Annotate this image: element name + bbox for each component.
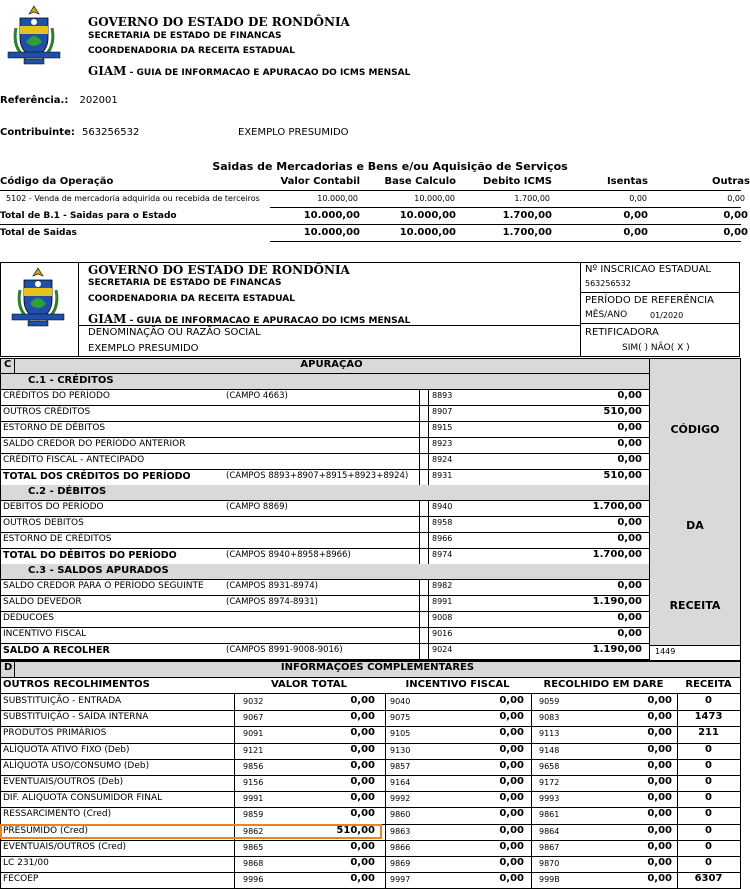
c1-row-code: 8923 (432, 439, 453, 448)
info-row-divider (677, 840, 678, 857)
info-row-label: ALÍQUOTA USO/CONSUMO (Deb) (3, 761, 150, 771)
info-row-divider (531, 807, 532, 824)
c2-row-div1 (419, 548, 420, 564)
c1-row-value: 510,00 (603, 406, 642, 417)
info-row-label: RESSARCIMENTO (Cred) (3, 809, 112, 819)
c1-row-value: 510,00 (603, 470, 642, 481)
info-row-code-dare: 9658 (539, 762, 560, 771)
info-row-label: FECOEP (3, 874, 39, 884)
c3-row-ref: (CAMPOS 8991-9008-9016) (226, 645, 343, 655)
c2-row-div2 (428, 516, 429, 532)
info-row-incentivo: 0,00 (499, 873, 524, 884)
c3-row-code: 9024 (432, 645, 453, 654)
referencia: Referência.: 202001 (0, 95, 118, 106)
c1-row-div2 (428, 437, 429, 453)
info-row-label: LC 231/00 (3, 858, 49, 868)
apuracao-letter: C (4, 359, 12, 370)
saidas-row-desc: 5102 - Venda de mercadoria adquirida ou recebida de terceiros (6, 194, 260, 203)
info-row-incentivo: 0,00 (499, 760, 524, 771)
info-row-divider (234, 807, 235, 824)
info-header-valor: VALOR TOTAL (271, 679, 347, 690)
apuracao-title: APURAÇÃO (300, 359, 363, 370)
saidas-total-b1-valor: 10.000,00 (303, 210, 360, 221)
info-row-code-valor: 9121 (243, 746, 264, 755)
info-row-incentivo: 0,00 (499, 711, 524, 722)
info-row-dare: 0,00 (647, 825, 672, 836)
info-row-receita: 0 (705, 760, 712, 771)
info-row-code-dare: 9059 (539, 697, 560, 706)
info-row-code-dare: 9113 (539, 729, 560, 738)
info-row-code-incentivo: 9992 (390, 794, 411, 803)
c3-row-label: DEDUCOES (3, 613, 54, 623)
info-row-incentivo: 0,00 (499, 825, 524, 836)
info-row-incentivo: 0,00 (499, 776, 524, 787)
saidas-total-b1-label: Total de B.1 - Saidas para o Estado (0, 211, 177, 221)
info-row-incentivo: 0,00 (499, 792, 524, 803)
info-row-code-dare: 9864 (539, 827, 560, 836)
saidas-total-isentas: 0,00 (623, 227, 648, 238)
info-row-divider (385, 694, 386, 711)
info-title: INFORMAÇÕES COMPLEMENTARES (280, 662, 475, 673)
info-row-code-valor: 9859 (243, 810, 264, 819)
info-row-divider (677, 856, 678, 873)
saidas-total-b1-base: 10.000,00 (399, 210, 456, 221)
info-row-code-incentivo: 9869 (390, 859, 411, 868)
info-row-valor: 0,00 (350, 792, 375, 803)
info-row-divider (531, 824, 532, 841)
info-row-code-incentivo: 9040 (390, 697, 411, 706)
c1-row-div2 (428, 405, 429, 421)
retificadora-label: RETIFICADORA (585, 327, 659, 338)
info-row-valor: 510,00 (336, 825, 375, 836)
info-row-label: SUBSTITUIÇÃO - ENTRADA (3, 696, 122, 706)
c3-row-div2 (428, 611, 429, 627)
info-row-code-valor: 9996 (243, 875, 264, 884)
info-row-code-valor: 9091 (243, 729, 264, 738)
presumido-highlight (0, 824, 382, 839)
info-row-incentivo: 0,00 (499, 841, 524, 852)
info-row-divider (677, 824, 678, 841)
info-row-receita: 0 (705, 825, 712, 836)
info-row-code-dare: 9867 (539, 843, 560, 852)
c2-row-code: 8966 (432, 534, 453, 543)
c1-row-code: 8893 (432, 391, 453, 400)
info-row-incentivo: 0,00 (499, 808, 524, 819)
info-row-dare: 0,00 (647, 873, 672, 884)
info-row-divider (234, 840, 235, 857)
info-row-receita: 1473 (694, 711, 723, 722)
info-row-divider (385, 791, 386, 808)
c2-row-div1 (419, 500, 420, 516)
info-row-divider (385, 807, 386, 824)
info-row-divider (385, 710, 386, 727)
info-row-valor: 0,00 (350, 776, 375, 787)
c3-row-line (0, 659, 650, 660)
saidas-total-b1-debito: 1.700,00 (502, 210, 552, 221)
info-row-code-incentivo: 9105 (390, 729, 411, 738)
info-row-code-incentivo: 9997 (390, 875, 411, 884)
c1-row-label: ESTORNO DE DÉBITOS (3, 423, 106, 433)
info-row-code-valor: 9856 (243, 762, 264, 771)
c1-row-div1 (419, 389, 420, 405)
info-row-code-incentivo: 9075 (390, 713, 411, 722)
info-row-divider (385, 743, 386, 760)
giam-title-box: GIAM - GUIA DE INFORMACAO E APURACAO DO ICMS MENSAL (88, 312, 411, 326)
c1-row-label: OUTROS CRÉDITOS (3, 407, 91, 417)
info-row-code-dare: 9861 (539, 810, 560, 819)
info-row-divider (677, 710, 678, 727)
c1-row-value: 0,00 (617, 422, 642, 433)
info-row-incentivo: 0,00 (499, 727, 524, 738)
saidas-row-debito: 1.700,00 (514, 194, 550, 203)
info-row-divider (385, 824, 386, 841)
info-row-divider (385, 872, 386, 889)
c1-row-div1 (419, 453, 420, 469)
c3-row-div2 (428, 595, 429, 611)
info-row-valor: 0,00 (350, 744, 375, 755)
contribuinte: Contribuinte: 563256532 EXEMPLO PRESUMIDO (0, 127, 349, 138)
info-row-receita: 0 (705, 857, 712, 868)
info-row-divider (234, 710, 235, 727)
saidas-header-isentas: Isentas (606, 176, 648, 187)
c1-row-code: 8931 (432, 471, 453, 480)
c3-row-value: 1.190,00 (592, 644, 642, 655)
info-row-label: DIF. ALIQUOTA CONSUMIDOR FINAL (3, 793, 163, 803)
info-row-valor: 0,00 (350, 841, 375, 852)
info-row-divider (385, 759, 386, 776)
c3-row-div2 (428, 627, 429, 643)
info-row-divider (677, 872, 678, 889)
c1-row-ref: (CAMPO 4663) (226, 391, 288, 401)
sec-title: SECRETARIA DE ESTADO DE FINANCAS (88, 31, 282, 41)
state-seal-top (6, 4, 62, 69)
info-row-receita: 0 (705, 695, 712, 706)
info-row-divider (234, 759, 235, 776)
saidas-header-valor: Valor Contabil (280, 176, 360, 187)
c1-row-div2 (428, 453, 429, 469)
info-row-divider (677, 759, 678, 776)
c2-row-div2 (428, 532, 429, 548)
info-row-divider (677, 807, 678, 824)
info-row-receita: 211 (698, 727, 719, 738)
info-row-divider (234, 872, 235, 889)
c2-row-code: 8958 (432, 518, 453, 527)
c2-row-code: 8974 (432, 550, 453, 559)
saidas-total-b1-isentas: 0,00 (623, 210, 648, 221)
c3-row-label: SALDO CREDOR PARA O PERÍODO SEGUINTE (3, 581, 204, 591)
c1-row-ref: (CAMPOS 8893+8907+8915+8923+8924) (226, 471, 409, 481)
info-row-divider (677, 743, 678, 760)
info-row-divider (531, 726, 532, 743)
info-row-valor: 0,00 (350, 760, 375, 771)
c2-row-div2 (428, 548, 429, 564)
info-row-code-incentivo: 9857 (390, 762, 411, 771)
retificadora-value: SIM( ) NÃO( X ) (622, 343, 690, 353)
info-row-divider (385, 775, 386, 792)
saidas-total-debito: 1.700,00 (502, 227, 552, 238)
c3-title: C.3 - SALDOS APURADOS (28, 565, 169, 576)
info-row-divider (234, 694, 235, 711)
info-row-dare: 0,00 (647, 711, 672, 722)
periodo-label: PERÍODO DE REFERÊNCIA (585, 295, 714, 306)
info-row-code-valor: 9868 (243, 859, 264, 868)
codigo-label-1: CÓDIGO (670, 423, 720, 436)
c2-row-value: 0,00 (617, 533, 642, 544)
info-row-receita: 0 (705, 776, 712, 787)
info-row-divider (531, 840, 532, 857)
info-header-incentivo: INCENTIVO FISCAL (405, 679, 510, 690)
c3-row-label: INCENTIVO FISCAL (3, 629, 87, 639)
info-row-divider (531, 872, 532, 889)
c1-row-div1 (419, 405, 420, 421)
info-row-label: ALÍQUOTA ATIVO FIXO (Deb) (3, 745, 130, 755)
c1-row-value: 0,00 (617, 390, 642, 401)
c1-row-div1 (419, 437, 420, 453)
saidas-header-base: Base Calculo (384, 176, 456, 187)
c1-row-label: CRÉDITO FISCAL - ANTECIPADO (3, 455, 145, 465)
c1-row-div2 (428, 389, 429, 405)
info-header-receita: RECEITA (685, 679, 732, 690)
saidas-total-base: 10.000,00 (399, 227, 456, 238)
saidas-title: Saidas de Mercadorias e Bens e/ou Aquisição de Serviços (212, 160, 568, 173)
info-row-code-incentivo: 9130 (390, 746, 411, 755)
mesano-value: 01/2020 (650, 311, 684, 320)
info-row-divider (385, 840, 386, 857)
info-row-dare: 0,00 (647, 695, 672, 706)
c3-row-div2 (428, 579, 429, 595)
c1-row-label: TOTAL DOS CRÉDITOS DO PERÍODO (3, 471, 191, 482)
info-row-code-valor: 9067 (243, 713, 264, 722)
info-row-code-valor: 9032 (243, 697, 264, 706)
info-row-valor: 0,00 (350, 808, 375, 819)
info-row-code-incentivo: 9164 (390, 778, 411, 787)
c2-row-div1 (419, 516, 420, 532)
info-row-divider (234, 791, 235, 808)
saidas-row-base: 10.000,00 (414, 194, 455, 203)
c3-row-value: 1.190,00 (592, 596, 642, 607)
c2-row-code: 8940 (432, 502, 453, 511)
c1-row-div2 (428, 469, 429, 485)
info-row-code-dare: 9870 (539, 859, 560, 868)
info-row-dare: 0,00 (647, 841, 672, 852)
info-row-code-incentivo: 9866 (390, 843, 411, 852)
c1-row-code: 8924 (432, 455, 453, 464)
info-row-divider (677, 694, 678, 711)
c1-row-div1 (419, 469, 420, 485)
info-row-receita: 0 (705, 808, 712, 819)
info-header-recolhido: RECOLHIDO EM DARE (543, 679, 664, 690)
saidas-total-valor: 10.000,00 (303, 227, 360, 238)
denominacao-value: EXEMPLO PRESUMIDO (88, 343, 199, 354)
info-row-receita: 0 (705, 744, 712, 755)
c1-row-div1 (419, 421, 420, 437)
c3-row-div1 (419, 643, 420, 659)
coord-title: COORDENADORIA DA RECEITA ESTADUAL (88, 46, 295, 56)
info-row-code-valor: 9865 (243, 843, 264, 852)
info-row-code-valor: 9991 (243, 794, 264, 803)
saidas-total-b1-outras: 0,00 (723, 210, 748, 221)
info-row-code-valor: 9156 (243, 778, 264, 787)
info-row-valor: 0,00 (350, 873, 375, 884)
giam-title: GIAM - GUIA DE INFORMACAO E APURACAO DO ICMS MENSAL (88, 64, 411, 78)
info-row-dare: 0,00 (647, 727, 672, 738)
info-row-label: PRODUTOS PRIMÁRIOS (3, 728, 107, 738)
inscricao-value: 563256532 (585, 279, 631, 288)
c2-row-div2 (428, 500, 429, 516)
info-row-code-dare: 9993 (539, 794, 560, 803)
info-row-valor: 0,00 (350, 857, 375, 868)
info-row-incentivo: 0,00 (499, 695, 524, 706)
info-row-divider (531, 759, 532, 776)
gov-title: GOVERNO DO ESTADO DE RONDÔNIA (88, 15, 350, 29)
info-row-code-incentivo: 9863 (390, 827, 411, 836)
info-row-receita: 0 (705, 792, 712, 803)
c1-row-code: 8907 (432, 407, 453, 416)
info-row-dare: 0,00 (647, 760, 672, 771)
sec-title-box: SECRETARIA DE ESTADO DE FINANCAS (88, 278, 282, 288)
c2-row-div1 (419, 532, 420, 548)
info-letter: D (4, 662, 13, 673)
info-row-divider (385, 856, 386, 873)
info-row-divider (531, 775, 532, 792)
info-row-divider (677, 726, 678, 743)
c3-row-code: 9008 (432, 613, 453, 622)
info-row-divider (531, 694, 532, 711)
saidas-header-codigo: Código da Operação (0, 176, 114, 187)
c1-row-div2 (428, 421, 429, 437)
info-row-code-dare: 9148 (539, 746, 560, 755)
saidas-total-label: Total de Saidas (0, 228, 77, 238)
info-row-label: EVENTUAIS/OUTROS (Cred) (3, 842, 127, 852)
c1-title: C.1 - CRÉDITOS (28, 375, 114, 386)
c1-row-label: SALDO CREDOR DO PERÍODO ANTERIOR (3, 439, 186, 449)
saidas-row-isentas: 0,00 (629, 194, 647, 203)
info-row-divider (234, 743, 235, 760)
c3-row-label: SALDO A RECOLHER (3, 645, 110, 656)
info-row-dare: 0,00 (647, 744, 672, 755)
info-row-receita: 6307 (694, 873, 723, 884)
c2-row-ref: (CAMPO 8869) (226, 502, 288, 512)
info-row-divider (531, 856, 532, 873)
c3-row-value: 0,00 (617, 612, 642, 623)
codigo-label-2: DA (686, 519, 704, 532)
info-row-valor: 0,00 (350, 695, 375, 706)
info-row-code-incentivo: 9860 (390, 810, 411, 819)
c3-row-div1 (419, 611, 420, 627)
c3-row-div1 (419, 579, 420, 595)
c1-row-label: CRÉDITOS DO PERÍODO (3, 391, 110, 401)
info-row-divider (234, 726, 235, 743)
c1-row-code: 8915 (432, 423, 453, 432)
info-row-code-valor: 9862 (243, 827, 264, 836)
gov-title-box: GOVERNO DO ESTADO DE RONDÔNIA (88, 263, 350, 277)
info-row-label: SUBSTITUIÇÃO - SAÍDA INTERNA (3, 712, 149, 722)
info-row-code-dare: 9083 (539, 713, 560, 722)
c3-row-ref: (CAMPOS 8974-8931) (226, 597, 318, 607)
c3-row-label: SALDO DEVEDOR (3, 597, 82, 607)
info-row-dare: 0,00 (647, 776, 672, 787)
info-row-divider (531, 791, 532, 808)
c3-row-div1 (419, 595, 420, 611)
info-row-divider (234, 775, 235, 792)
c2-row-label: OUTROS DEBITOS (3, 518, 84, 528)
info-row-divider (677, 791, 678, 808)
info-row-incentivo: 0,00 (499, 857, 524, 868)
saidas-header-outras: Outras (711, 176, 750, 187)
c3-row-code: 8991 (432, 597, 453, 606)
c3-row-value: 0,00 (617, 580, 642, 591)
c2-row-label: DEBITOS DO PERÍODO (3, 502, 104, 512)
c3-row-code: 9016 (432, 629, 453, 638)
saidas-row-outras: 0,00 (727, 194, 745, 203)
info-row-dare: 0,00 (647, 857, 672, 868)
c3-row-div1 (419, 627, 420, 643)
c2-row-value: 1.700,00 (592, 549, 642, 560)
coord-title-box: COORDENADORIA DA RECEITA ESTADUAL (88, 294, 295, 304)
info-row-valor: 0,00 (350, 711, 375, 722)
info-row-divider (677, 775, 678, 792)
info-row-receita: 0 (705, 841, 712, 852)
info-header-outros: OUTROS RECOLHIMENTOS (3, 679, 150, 690)
c3-row-value: 0,00 (617, 628, 642, 639)
saidas-total-outras: 0,00 (723, 227, 748, 238)
c2-row-label: ESTORNO DE CRÉDITOS (3, 534, 112, 544)
codigo-label-3: RECEITA (669, 599, 721, 612)
c3-row-code: 8982 (432, 581, 453, 590)
c2-row-value: 0,00 (617, 517, 642, 528)
c2-row-ref: (CAMPOS 8940+8958+8966) (226, 550, 351, 560)
info-row-dare: 0,00 (647, 792, 672, 803)
c1-row-value: 0,00 (617, 454, 642, 465)
info-row-incentivo: 0,00 (499, 744, 524, 755)
saidas-row-valor: 10.000,00 (317, 194, 358, 203)
saldo-receita: 1449 (655, 647, 676, 656)
c3-row-ref: (CAMPOS 8931-8974) (226, 581, 318, 591)
c3-row-div2 (428, 643, 429, 659)
c2-title: C.2 - DÉBITOS (28, 486, 107, 497)
info-row-label: EVENTUAIS/OUTROS (Deb) (3, 777, 124, 787)
info-row-valor: 0,00 (350, 727, 375, 738)
info-row-divider (531, 743, 532, 760)
saidas-header-debito: Debito ICMS (482, 176, 552, 187)
c2-row-label: TOTAL DO DÉBITOS DO PERÍODO (3, 550, 177, 561)
inscricao-label: Nº INSCRICAO ESTADUAL (585, 264, 711, 275)
info-row-divider (531, 710, 532, 727)
denominacao-label: DENOMINAÇÃO OU RAZÃO SOCIAL (88, 327, 261, 338)
info-row-divider (234, 856, 235, 873)
info-row-dare: 0,00 (647, 808, 672, 819)
state-seal-box (10, 266, 66, 331)
info-row-code-dare: 999B (539, 875, 560, 884)
info-row-label: PRESUMIDO (Cred) (3, 826, 89, 836)
mesano-label: MÊS/ANO (585, 310, 628, 320)
c2-row-value: 1.700,00 (592, 501, 642, 512)
info-row-divider (385, 726, 386, 743)
info-row-code-dare: 9172 (539, 778, 560, 787)
c1-row-value: 0,00 (617, 438, 642, 449)
